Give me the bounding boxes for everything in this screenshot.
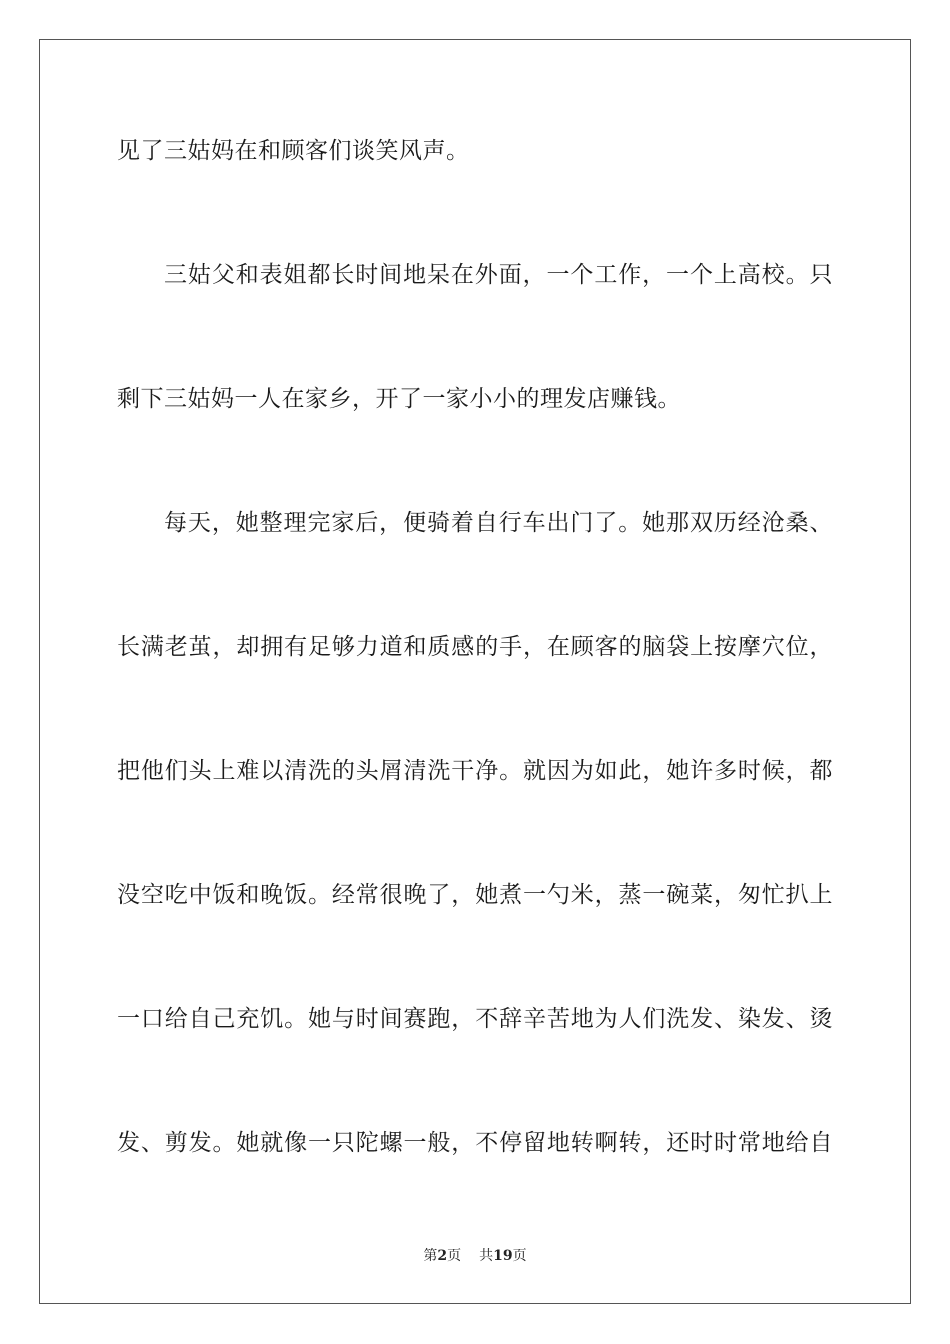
text-line-8: 一口给自己充饥。她与时间赛跑，不辞辛苦地为人们洗发、染发、烫 xyxy=(117,1006,833,1032)
text-line-2: 三姑父和表姐都长时间地呆在外面，一个工作，一个上高校。只 xyxy=(164,262,833,288)
text-line-9: 发、剪发。她就像一只陀螺一般，不停留地转啊转，还时时常地给自 xyxy=(117,1130,833,1156)
page-border xyxy=(39,39,911,1304)
total-suffix: 页 xyxy=(512,1248,527,1264)
text-line-6: 把他们头上难以清洗的头屑清洗干净。就因为如此，她许多时候，都 xyxy=(117,758,833,784)
text-line-5: 长满老茧，却拥有足够力道和质感的手，在顾客的脑袋上按摩穴位， xyxy=(117,634,833,660)
text-line-7: 没空吃中饭和晚饭。经常很晚了，她煮一勺米，蒸一碗菜，匆忙扒上 xyxy=(117,882,833,908)
page-prefix: 第 xyxy=(423,1248,438,1264)
text-line-1: 见了三姑妈在和顾客们谈笑风声。 xyxy=(117,138,470,164)
total-pages: 19 xyxy=(493,1248,513,1264)
text-line-3: 剩下三姑妈一人在家乡，开了一家小小的理发店赚钱。 xyxy=(117,386,681,412)
text-line-4: 每天，她整理完家后，便骑着自行车出门了。她那双历经沧桑、 xyxy=(164,510,833,536)
page-suffix: 页 xyxy=(447,1248,462,1264)
page-indicator xyxy=(423,1246,461,1266)
total-prefix: 共 xyxy=(479,1248,494,1264)
total-pages-indicator xyxy=(479,1246,526,1266)
page-number: 2 xyxy=(437,1248,448,1264)
page-footer xyxy=(0,1246,950,1266)
